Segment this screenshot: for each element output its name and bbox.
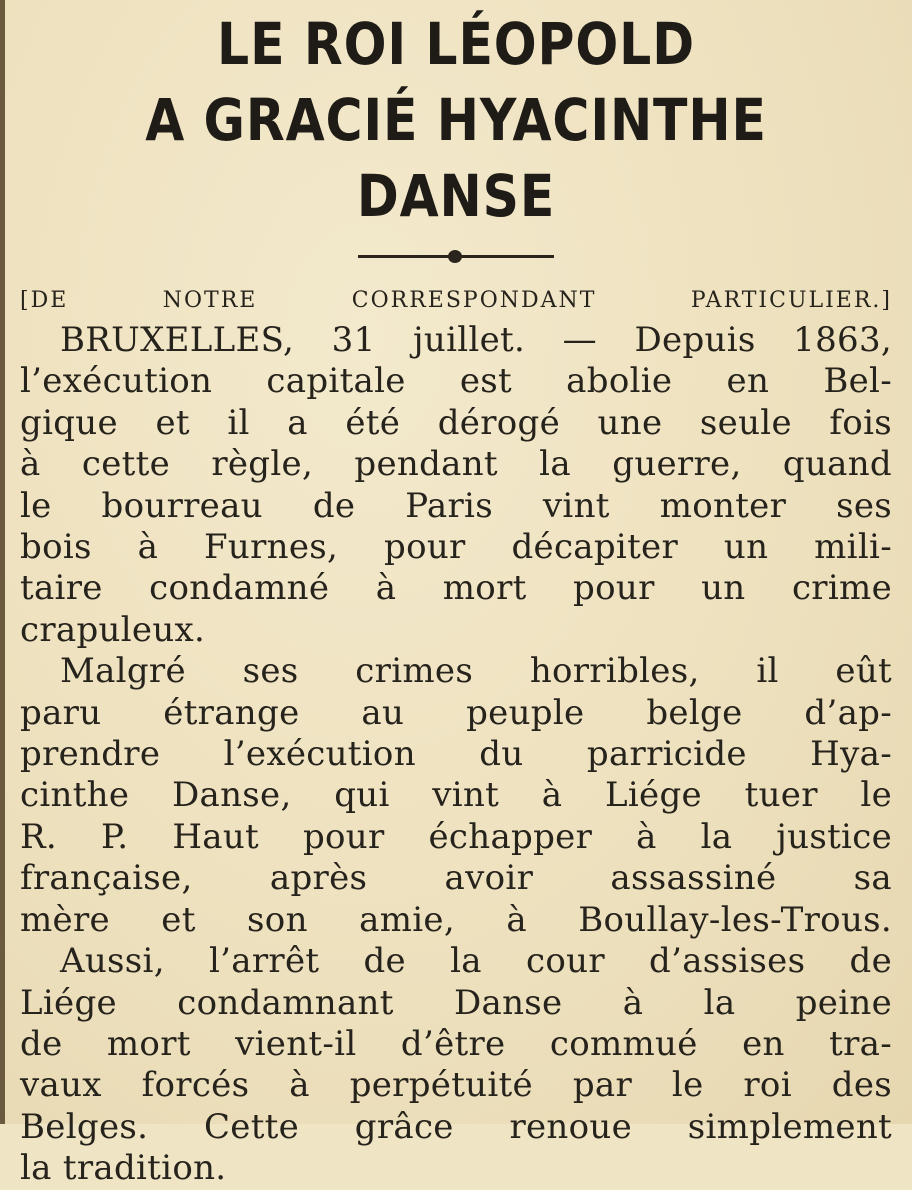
divider-dot (448, 250, 462, 263)
body-line: française, après avoir assassiné sa (20, 858, 892, 899)
headline-line-2: A GRACIÉ HYACINTHE DANSE (145, 86, 767, 230)
dateline: [DE NOTRE CORRESPONDANT PARTICULIER.] (20, 288, 892, 313)
body-line: le bourreau de Paris vint monter ses (20, 485, 892, 526)
paragraph-2 (20, 651, 892, 941)
body-line: l’exécution capitale est abolie en Bel- (20, 361, 892, 402)
body-line: paru étrange au peuple belge d’ap- (20, 692, 892, 733)
body-line: bois à Furnes, pour décapiter un mili- (20, 527, 892, 568)
paragraph-3 (20, 941, 892, 1189)
body-line: vaux forcés à perpétuité par le roi des (20, 1065, 892, 1106)
body-line: la tradition. (20, 1148, 227, 1189)
body-line: Malgré ses crimes horribles, il eût (60, 651, 892, 692)
column-rule (0, 0, 5, 1124)
body-line: cinthe Danse, qui vint à Liége tuer le (20, 775, 892, 816)
body-line: BRUXELLES, 31 juillet. — Depuis 1863, (60, 320, 892, 360)
body-line: à cette règle, pendant la guerre, quand (20, 444, 892, 485)
body-line: gique et il a été dérogé une seule fois (20, 402, 892, 443)
body-line: Aussi, l’arrêt de la cour d’assises de (60, 941, 892, 982)
headline-line-1: LE ROI LÉOPOLD (217, 10, 695, 78)
body-line: crapuleux. (20, 609, 206, 650)
body-line: taire condamné à mort pour un crime (20, 568, 892, 609)
body-line: prendre l’exécution du parricide Hya- (20, 734, 892, 775)
body-line: mère et son amie, à Boullay-les-Trous. (20, 899, 892, 940)
body-line: Liége condamnant Danse à la peine (20, 982, 892, 1023)
ornament-divider (358, 250, 554, 262)
paragraph-1 (20, 320, 892, 651)
body-line: R. P. Haut pour échapper à la justice (20, 816, 892, 857)
body-line: de mort vient-il d’être commué en tra- (20, 1023, 892, 1064)
body-line: Belges. Cette grâce renoue simplement (20, 1106, 892, 1147)
